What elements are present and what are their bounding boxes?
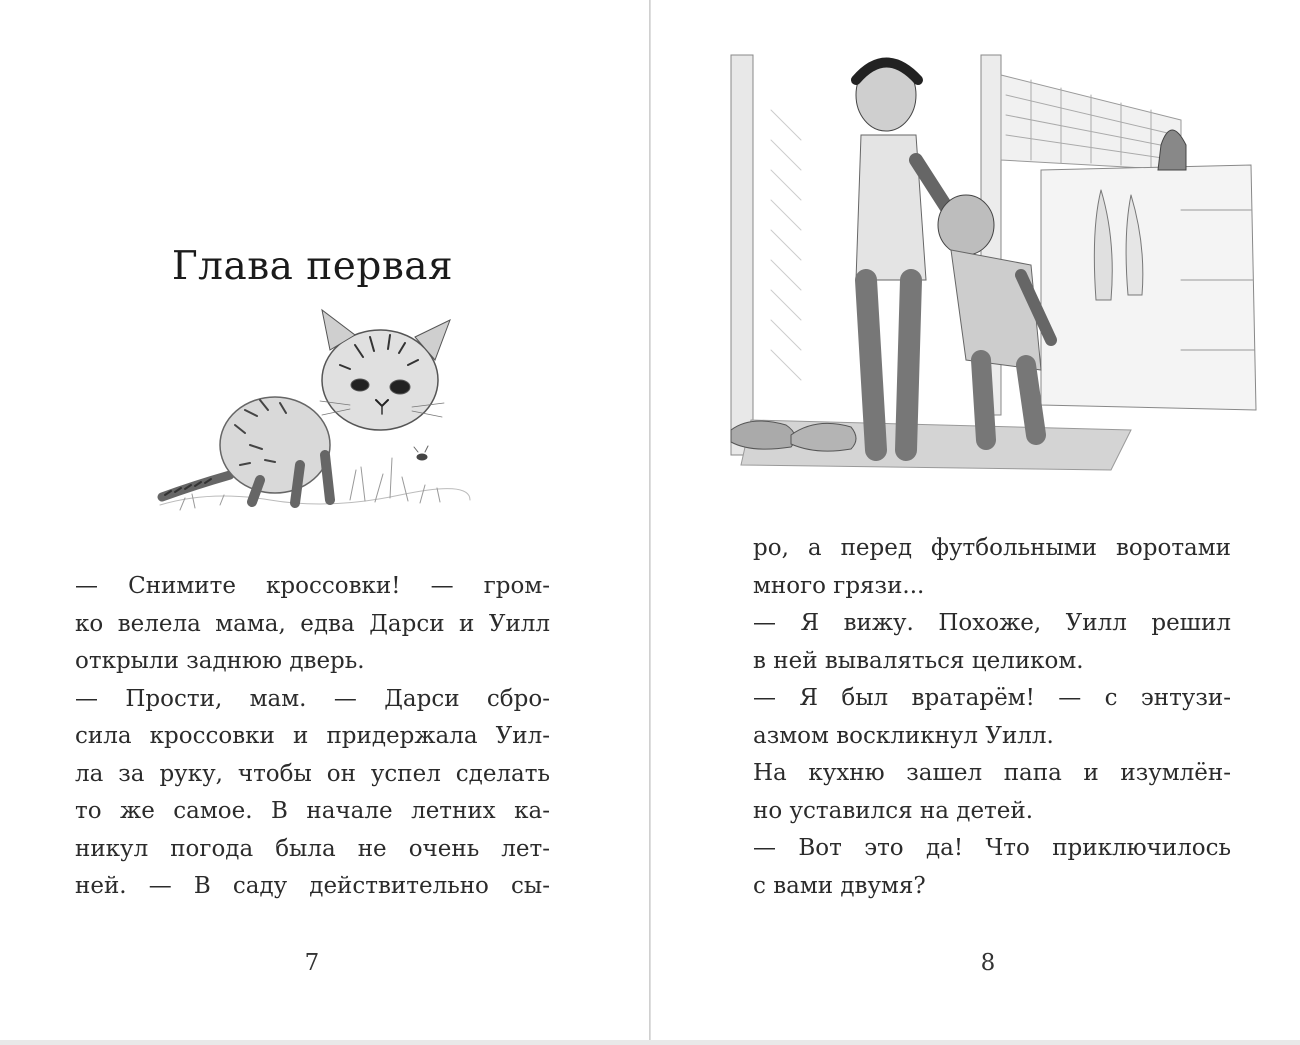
text-line: — Вот это да! Что приключилось — [753, 835, 1231, 861]
right-body-text — [753, 530, 1231, 905]
text-line: никул погода была не очень лет- — [75, 835, 550, 862]
page-bottom-edge — [0, 1040, 1300, 1045]
text-line: ней. — В саду действительно сы- — [75, 873, 550, 899]
text-line: — Снимите кроссовки! — гром- — [75, 573, 550, 599]
page-number: 7 — [304, 950, 320, 976]
text-line: ко велела мама, едва Дарси и Уилл — [75, 610, 550, 637]
text-line: — Я был вратарём! — с энтузи- — [753, 685, 1231, 711]
text-line: На кухню зашел папа и изумлён- — [753, 760, 1231, 786]
text-line: — Прости, мам. — Дарси сбро- — [75, 685, 550, 712]
text-line: ро, а перед футбольными воротами — [753, 535, 1231, 561]
right-page — [651, 0, 1300, 1045]
kitten-sketch-icon — [150, 305, 480, 545]
text-line: ла за руку, чтобы он успел сделать — [75, 760, 550, 787]
text-line: сила кроссовки и придержала Уил- — [75, 723, 550, 749]
children-in-doorway-sketch-icon — [711, 50, 1266, 495]
text-line: — Я вижу. Похоже, Уилл решил — [753, 610, 1231, 636]
text-line: много грязи... — [753, 572, 925, 599]
chapter-title: Глава первая — [171, 244, 454, 290]
text-line: но уставился на детей. — [753, 797, 1034, 824]
text-line: то же самое. В начале летних ка- — [75, 798, 550, 824]
left-body-text — [75, 568, 550, 906]
text-line: азмом воскликнул Уилл. — [753, 722, 1054, 749]
text-line: в ней вываляться целиком. — [753, 647, 1084, 674]
left-page — [0, 0, 649, 1045]
text-line: с вами двумя? — [753, 872, 926, 899]
page-number: 8 — [980, 950, 996, 976]
text-line: открыли заднюю дверь. — [75, 648, 365, 674]
